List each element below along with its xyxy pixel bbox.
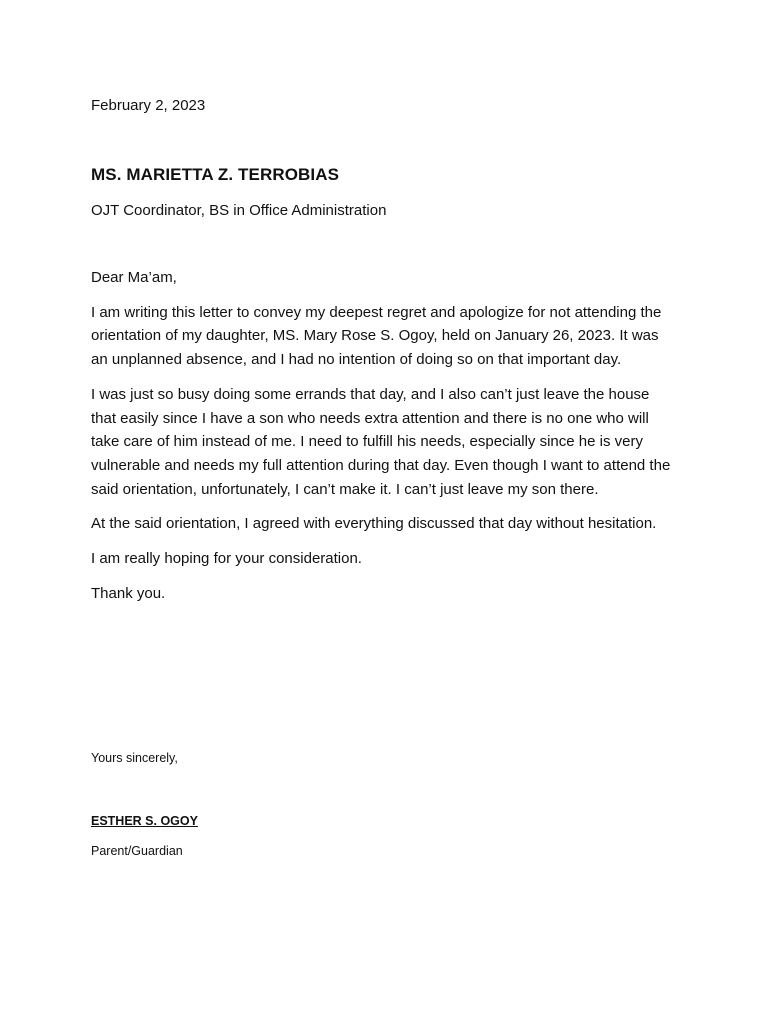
body-paragraph-5: Thank you. bbox=[91, 584, 166, 602]
body-paragraph-2: I was just so busy doing some errands that day, and I also can’t just leave the house that easily since I have a son who needs extra attention and there is no one who will take care of him instead of me. I need to fulfill his needs, especially since he is very vulnerable and needs my full attention during that day. Even though I want to attend the said orientation, unfortunately, I can’t make it. I can’t just leave my son there. bbox=[91, 385, 671, 498]
recipient-title: OJT Coordinator, BS in Office Administration bbox=[91, 202, 387, 219]
signer-name: ESTHER S. OGOY bbox=[91, 814, 198, 828]
body-paragraph-1: I am writing this letter to convey my deepest regret and apologize for not attending the orientation of my daughter, MS. Mary Rose S. Ogoy, held on January 26, 2023. It was an unplanned absence, and I had no intention of doing so on that important day. bbox=[91, 303, 662, 369]
body-paragraph-4: I am really hoping for your consideration. bbox=[91, 550, 362, 568]
recipient-name: MS. MARIETTA Z. TERROBIAS bbox=[91, 165, 340, 184]
signer-role: Parent/Guardian bbox=[91, 844, 183, 858]
closing: Yours sincerely, bbox=[91, 751, 178, 765]
salutation: Dear Ma’am, bbox=[91, 269, 177, 286]
body-paragraph-3: At the said orientation, I agreed with everything discussed that day without hesitation. bbox=[91, 515, 657, 533]
letter-date: February 2, 2023 bbox=[91, 97, 206, 114]
letter-body bbox=[91, 266, 671, 616]
